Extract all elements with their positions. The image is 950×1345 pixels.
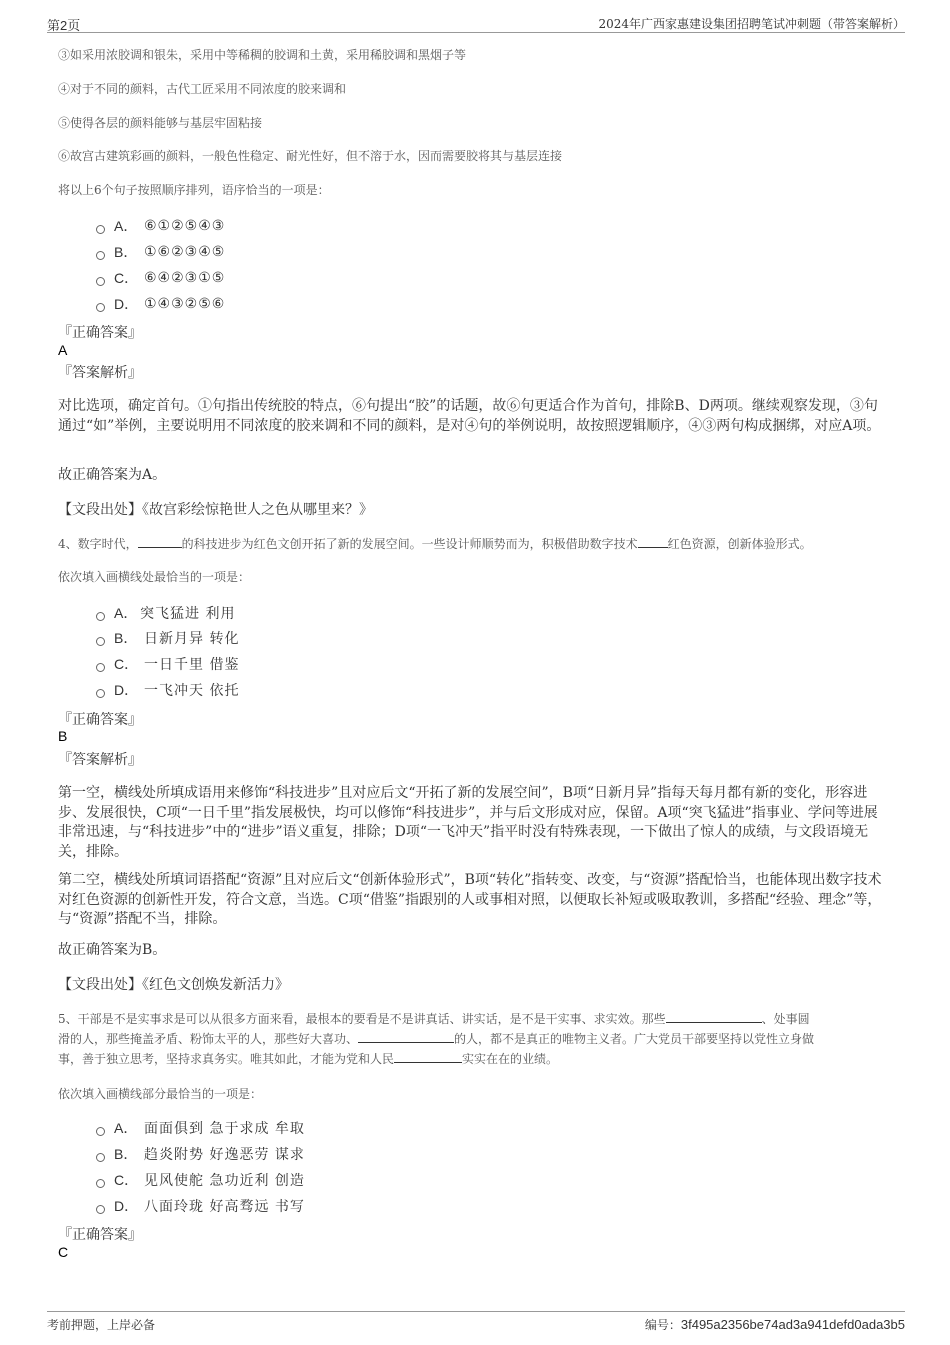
blank-line (394, 1050, 462, 1063)
radio-icon[interactable] (96, 1179, 105, 1188)
option-text: ①④③②⑤⑥ (144, 296, 226, 312)
q5-option-b[interactable] (96, 1143, 305, 1165)
q5-stem-line-1: 5、干部是不是实事求是可以从很多方面来看，最根本的要看是不是讲真话、讲实话，是不是干实事、求实效。那些 、处事圆 (58, 1012, 810, 1026)
option-letter: A． (114, 218, 138, 234)
option-letter: C． (114, 270, 139, 286)
q4-answer-label: 『正确答案』 (58, 712, 142, 728)
radio-icon[interactable] (96, 663, 105, 672)
q3-answer: A (58, 342, 68, 358)
q4-source: 【文段出处】《红色文创焕发新活力》 (58, 977, 289, 993)
q5-option-d[interactable] (96, 1195, 305, 1217)
option-letter: A． (114, 605, 138, 621)
option-letter: C． (114, 1172, 139, 1188)
radio-icon[interactable] (96, 251, 105, 260)
q4-stem: 4、数字时代， 的科技进步为红色文创开拓了新的发展空间。一些设计师顺势而为，积极借助数字技术 红色资源，创新体验形式。 (58, 537, 812, 551)
document-title: 2024年广西家惠建设集团招聘笔试冲刺题（带答案解析） (598, 17, 905, 31)
q3-source: 【文段出处】《故宫彩绘惊艳世人之色从哪里来？》 (58, 502, 373, 518)
q3-sentence-5: ⑤使得各层的颜料能够与基层牢固粘接 (58, 116, 263, 130)
q4-option-a[interactable] (96, 602, 235, 624)
q4-option-b[interactable] (96, 627, 239, 649)
option-text: 日新月异 转化 (144, 631, 240, 647)
q4-option-d[interactable] (96, 679, 239, 701)
q3-option-d[interactable] (96, 293, 225, 315)
radio-icon[interactable] (96, 1205, 105, 1214)
option-text: 一飞冲天 依托 (144, 683, 240, 699)
q3-option-b[interactable] (96, 241, 225, 263)
option-letter: B． (114, 630, 138, 646)
option-text: 趋炎附势 好逸恶劳 谋求 (144, 1147, 305, 1163)
option-text: ①⑥②③④⑤ (144, 244, 226, 260)
q3-option-c[interactable] (96, 267, 225, 289)
q4-option-c[interactable] (96, 653, 239, 675)
document-code: 编号：3f495a2356be74ad3a941defd0ada3b5 (644, 1317, 905, 1332)
option-letter: C． (114, 656, 139, 672)
blank-line (138, 535, 182, 548)
radio-icon[interactable] (96, 277, 105, 286)
q5-option-c[interactable] (96, 1169, 305, 1191)
q5-stem-line-2: 滑的人，那些掩盖矛盾、粉饰太平的人，那些好大喜功、 的人，都不是真正的唯物主义者。广大党员干部要坚持以党性立身做 (58, 1032, 815, 1046)
page-header (47, 12, 905, 33)
q4-prompt: 依次填入画横线处最恰当的一项是： (58, 570, 251, 584)
option-text: 八面玲珑 好高骛远 书写 (144, 1199, 305, 1215)
option-letter: B． (114, 244, 138, 260)
q3-option-a[interactable] (96, 215, 225, 237)
q3-sentence-4: ④对于不同的颜料，古代工匠采用不同浓度的胶来调和 (58, 82, 347, 96)
q4-analysis-first-blank: 第一空，横线处所填成语用来修饰“科技进步”且对应后文“开拓了新的发展空间”，B项“日新月异”指每天每月都有新的变化，形容进步、发展很快，C项“一日千里”指发展极快，均可以修饰“科技进步”，并与后文形成对应，保留。A项“突飞猛进”指事业、学问等进展非常迅速，与“科技进步”中的“进步”语义重复，排除；D项“一飞冲天”指平时没有特殊表现，一下做出了惊人的成绩，与文段语境无关，排除。 (58, 785, 878, 860)
footer-slogan: 考前押题，上岸必备 (47, 1318, 156, 1332)
radio-icon[interactable] (96, 1127, 105, 1136)
q4-conclusion: 故正确答案为B。 (58, 942, 167, 958)
q5-prompt: 依次填入画横线部分最恰当的一项是： (58, 1087, 263, 1101)
radio-icon[interactable] (96, 303, 105, 312)
q5-answer: C (58, 1244, 69, 1260)
blank-line (666, 1010, 762, 1023)
option-text: ⑥①②⑤④③ (144, 218, 226, 234)
radio-icon[interactable] (96, 689, 105, 698)
page-number: 第2页 (47, 18, 81, 33)
q3-analysis-label: 『答案解析』 (58, 365, 142, 381)
option-text: 一日千里 借鉴 (144, 657, 240, 673)
q4-analysis-second-blank: 第二空，横线处所填词语搭配“资源”且对应后文“创新体验形式”，B项“转化”指转变、改变，与“资源”搭配恰当，也能体现出数字技术对红色资源的创新性开发，符合文意，当选。C项“借鉴”指跟别的人或事相对照，以便取长补短或吸取教训，多搭配“经验、理念”等，与“资源”搭配不当，排除。 (58, 872, 882, 927)
q3-answer-label: 『正确答案』 (58, 325, 142, 341)
option-text: 面面俱到 急于求成 牟取 (144, 1121, 305, 1137)
q3-analysis-text: 对比选项，确定首句。①句指出传统胶的特点，⑥句提出“胶”的话题，故⑥句更适合作为首句，排除B、D两项。继续观察发现，③句通过“如”举例，主要说明用不同浓度的胶来调和不同的颜料，是对④句的举例说明，故按照逻辑顺序，④③两句构成捆绑，对应A项。 (58, 398, 881, 434)
option-letter: D． (114, 682, 139, 698)
q3-sentence-3: ③如采用浓胶调和银朱，采用中等稀稠的胶调和土黄，采用稀胶调和黑烟子等 (58, 48, 467, 62)
q4-analysis-label: 『答案解析』 (58, 752, 142, 768)
q5-stem-line-3: 事，善于独立思考，坚持求真务实。唯其如此，才能为党和人民 实实在在的业绩。 (58, 1052, 559, 1066)
option-letter: D． (114, 296, 139, 312)
option-letter: A． (114, 1120, 138, 1136)
page-footer (47, 1311, 905, 1336)
option-text: 突飞猛进 利用 (140, 606, 236, 622)
blank-line (358, 1030, 454, 1043)
q4-answer: B (58, 728, 68, 744)
q3-sentence-6: ⑥故宫古建筑彩画的颜料，一般色性稳定、耐光性好，但不溶于水，因而需要胶将其与基层连接 (58, 149, 563, 163)
option-letter: B． (114, 1146, 138, 1162)
q5-option-a[interactable] (96, 1117, 305, 1139)
q3-prompt: 将以上6个句子按照顺序排列，语序恰当的一项是： (58, 183, 330, 197)
radio-icon[interactable] (96, 637, 105, 646)
option-text: 见风使舵 急功近利 创造 (144, 1173, 305, 1189)
radio-icon[interactable] (96, 612, 105, 621)
radio-icon[interactable] (96, 1153, 105, 1162)
radio-icon[interactable] (96, 225, 105, 234)
blank-line (638, 535, 668, 548)
option-text: ⑥④②③①⑤ (144, 270, 226, 286)
q5-answer-label: 『正确答案』 (58, 1227, 142, 1243)
q3-conclusion: 故正确答案为A。 (58, 467, 167, 483)
option-letter: D． (114, 1198, 139, 1214)
